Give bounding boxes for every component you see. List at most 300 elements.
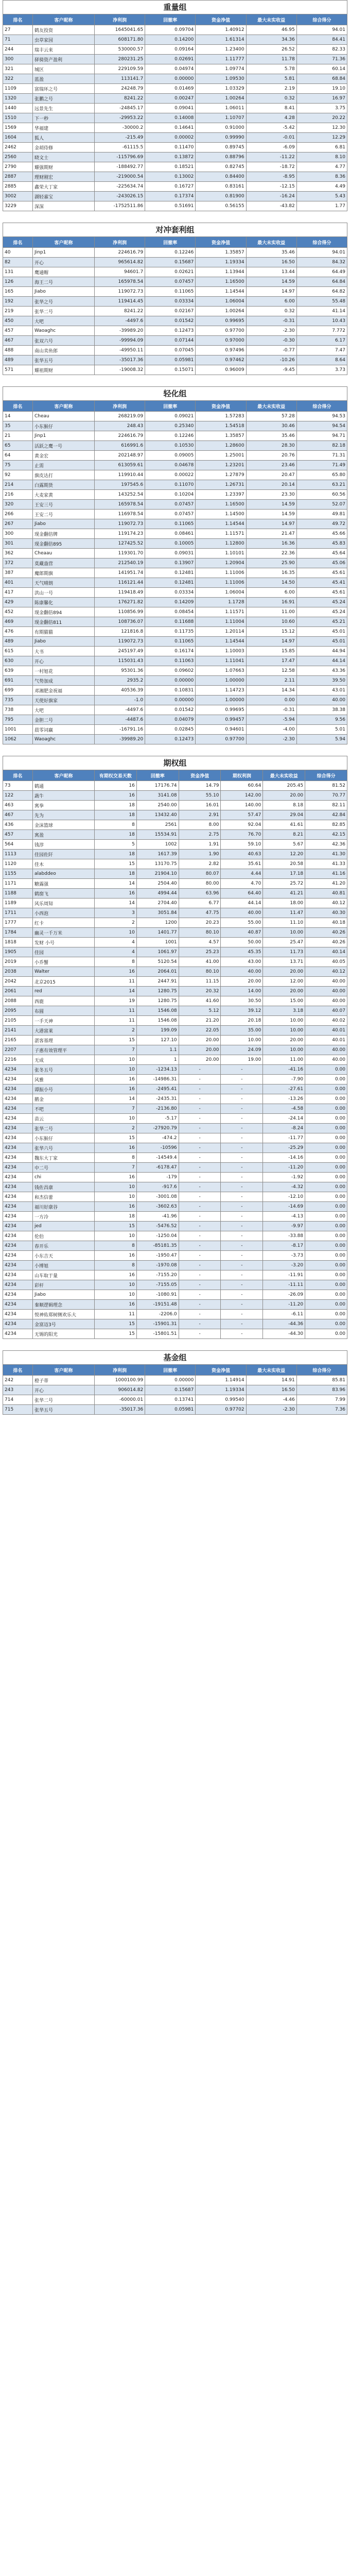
value-cell: 0.17374 [145,192,196,201]
value-cell: 197545.6 [95,480,145,490]
table-row [3,172,347,182]
nickname-cell: 陈康馨化 [33,598,95,607]
value-cell: 84.32 [296,258,347,267]
rank-cell: 300 [3,529,33,539]
value-cell: 11 [95,1016,137,1026]
value-cell: 8 [95,820,137,830]
nickname-cell: 华福建 [33,123,95,133]
value-cell: 0.13002 [145,172,196,182]
value-cell: 3051.84 [136,908,179,918]
value-cell: 20.14 [246,480,296,490]
rank-cell: 738 [3,705,33,715]
value-cell: 119072.73 [95,637,145,647]
rank-cell: 571 [3,365,33,375]
table-row [3,412,347,421]
value-cell: - [179,1329,221,1339]
table-row [3,1310,347,1319]
value-cell: 42.36 [305,840,347,850]
value-cell: 1.11006 [196,568,246,578]
value-cell: -24.14 [263,1114,305,1124]
value-cell: 245197.49 [95,647,145,656]
value-cell: 1280.75 [136,987,179,996]
value-cell: -41.96 [136,1212,179,1222]
table-row [3,1241,347,1251]
value-cell: 0.05981 [145,1405,196,1415]
value-cell: -4.13 [263,1212,305,1222]
value-cell: 1.13944 [196,267,246,277]
value-cell: 16 [95,1300,137,1310]
table-row [3,987,347,996]
value-cell: 45.24 [296,607,347,617]
value-cell: -4.32 [263,1182,305,1192]
table-row [3,421,347,431]
rank-cell: 4234 [3,1212,33,1222]
table-row [3,967,347,977]
value-cell: 0.08461 [145,529,196,539]
value-cell: -11.20 [263,1163,305,1173]
value-cell: 14 [95,899,137,908]
table-row [3,1163,347,1173]
table-row [3,1300,347,1310]
rank-cell: 1784 [3,928,33,938]
nickname-cell: 富瑞环之号 [33,84,95,94]
rank-cell: 4234 [3,1124,33,1133]
value-cell: 1 [136,1055,179,1065]
value-cell: 15534.91 [136,830,179,840]
value-cell: 0.12246 [145,248,196,258]
value-cell: -12.15 [246,182,296,192]
value-cell: 1.35857 [196,431,246,441]
rank-cell: 2105 [3,1016,33,1026]
rank-cell: 4234 [3,1319,33,1329]
column-header: 综合得分 [296,14,347,25]
value-cell: - [179,1075,221,1084]
value-cell: 5.94 [296,735,347,744]
value-cell: - [179,1114,221,1124]
value-cell: - [221,1251,263,1261]
value-cell: 10 [95,1182,137,1192]
table-row [3,258,347,267]
value-cell: 0.00 [305,1222,347,1231]
table-row [3,578,347,588]
value-cell: 0.00 [305,1319,347,1329]
value-cell: -27920.79 [136,1124,179,1133]
value-cell: 0.02691 [145,55,196,64]
nickname-cell: 湖轻嘉宝 [33,192,95,201]
table-row [3,277,347,287]
table-row [3,162,347,172]
table-row [3,558,347,568]
value-cell: -5.42 [246,123,296,133]
value-cell: 40.81 [305,889,347,899]
table-row [3,1016,347,1026]
nickname-cell: 白露期货 [33,480,95,490]
nickname-cell: Waoaghc [33,326,95,336]
value-cell: 34.36 [246,35,296,45]
value-cell: 0.00000 [145,676,196,686]
value-cell: - [179,1202,221,1212]
value-cell: - [179,1124,221,1133]
value-cell: - [221,1065,263,1075]
value-cell: 0.56155 [196,201,246,211]
value-cell: -41.16 [263,1065,305,1075]
value-cell: 3.18 [263,1006,305,1016]
value-cell: 40.00 [221,908,263,918]
value-cell: 11.73 [263,947,305,957]
value-cell: 20.00 [179,1036,221,1045]
rank-cell: 429 [3,598,33,607]
rank-cell: 2216 [3,1055,33,1065]
value-cell: 0.94601 [196,725,246,735]
nickname-cell: 现金翻倍894 [33,607,95,617]
value-cell: 2504.40 [136,879,179,889]
column-header: 资金净值 [196,14,246,25]
value-cell: -14986.31 [136,1075,179,1084]
value-cell: 80.10 [179,967,221,977]
value-cell: -99994.09 [95,336,145,346]
value-cell: -44.36 [263,1319,305,1329]
section-title-light: 轻化组 [3,386,347,400]
nickname-cell: 城区 [33,64,95,74]
value-cell: 2 [95,1026,137,1036]
value-cell: 0.14209 [145,598,196,607]
nickname-cell: 一手天神 [33,1016,95,1026]
value-cell: 16.91 [246,598,296,607]
value-cell: 23.30 [246,490,296,500]
value-cell: 0.25340 [145,421,196,431]
column-header: 综合得分 [296,401,347,412]
value-cell: 0.00 [305,1173,347,1182]
value-cell: 0.97700 [196,326,246,336]
rank-cell: 1440 [3,104,33,113]
nickname-cell: 耀祖期财 [33,365,95,375]
rank-cell: 1905 [3,947,33,957]
value-cell: 30.46 [246,421,296,431]
table-row [3,725,347,735]
rank-cell: 4234 [3,1163,33,1173]
value-cell: 0.07457 [145,277,196,287]
value-cell: 0.07457 [145,510,196,519]
nickname-cell: alabddeo [33,869,95,879]
value-cell: 50.00 [221,938,263,947]
value-cell: 1.23201 [196,461,246,470]
nickname-cell: 先为 [33,810,95,820]
value-cell: - [221,1153,263,1163]
table-row [3,840,347,850]
nickname-cell: 大麦家黄 [33,490,95,500]
value-cell: 1546.08 [136,1016,179,1026]
value-cell: 16 [95,1202,137,1212]
value-cell: -1970.08 [136,1261,179,1270]
value-cell: 0.11070 [145,480,196,490]
value-cell: 0.99540 [196,1395,246,1405]
nickname-cell: 一方冷 [33,1212,95,1222]
value-cell: 40.26 [305,928,347,938]
value-cell: 0.00 [305,1231,347,1241]
value-cell: 0.00 [305,1065,347,1075]
value-cell: 30.50 [221,996,263,1006]
table-row [3,715,347,725]
value-cell: 14 [95,1094,137,1104]
column-header: 综合得分 [305,770,347,781]
section-title-option: 期权组 [3,756,347,770]
rank-cell: 2165 [3,1036,33,1045]
value-cell: 1.14544 [196,287,246,297]
rank-cell: 2061 [3,987,33,996]
value-cell: 45.66 [296,529,347,539]
section-title-heavy: 重量组 [3,0,347,14]
value-cell: -85181.35 [136,1241,179,1251]
value-cell: 7.772 [296,326,347,336]
value-cell: 1.14544 [196,519,246,529]
rank-cell: 715 [3,1405,33,1415]
rank-cell: 82 [3,258,33,267]
value-cell: - [221,1163,263,1173]
nickname-cell: 大港富莱 [33,1026,95,1036]
value-cell: 2.11 [246,676,296,686]
nickname-cell: 魏东大丁家 [33,1153,95,1163]
value-cell: 3.73 [296,365,347,375]
table-row [3,287,347,297]
value-cell: 10.00 [221,1036,263,1045]
table-row [3,182,347,192]
nickname-cell: 理财刚宏 [33,172,95,182]
rank-cell: 65 [3,441,33,451]
table-row [3,977,347,987]
rank-cell: 75 [3,461,33,470]
value-cell: -8.95 [246,172,296,182]
value-cell: 26.52 [246,45,296,55]
value-cell: 1.11571 [196,529,246,539]
nickname-cell: 鹤窗飞 [33,889,95,899]
value-cell: 0.09041 [145,104,196,113]
value-cell: 45.21 [296,617,347,627]
table-row [3,617,347,627]
rank-cell: 2141 [3,1026,33,1036]
value-cell: - [221,1192,263,1202]
value-cell: 11.00 [263,1055,305,1065]
value-cell: 10 [95,1065,137,1075]
value-cell: - [221,1075,263,1084]
nickname-cell: 现金翻倍牌 [33,529,95,539]
value-cell: 0.99695 [196,705,246,715]
value-cell: 1.10003 [196,647,246,656]
value-cell: 43.01 [296,686,347,696]
value-cell: 0.00 [305,1241,347,1251]
value-cell: 2 [95,918,137,928]
value-cell: -3001.08 [136,1192,179,1202]
value-cell: 2540.00 [136,801,179,810]
value-cell: 16.01 [179,801,221,810]
value-cell: 80.00 [179,879,221,889]
table-row [3,470,347,480]
value-cell: 0.00000 [145,1376,196,1385]
value-cell: 40.12 [305,967,347,977]
table-header-row [3,770,347,781]
table-row [3,74,347,84]
rank-cell: 4234 [3,1231,33,1241]
rank-cell: 92 [3,470,33,480]
value-cell: 5120.54 [136,957,179,967]
value-cell: 119910.44 [95,470,145,480]
value-cell: 17176.74 [136,781,179,791]
value-cell: 16.97 [296,94,347,104]
table-row [3,1290,347,1300]
value-cell: 108736.07 [95,617,145,627]
value-cell: 8.36 [296,172,347,182]
value-cell: 1.06004 [196,588,246,598]
nickname-cell: Walter [33,967,95,977]
value-cell: 41.14 [296,307,347,316]
value-cell: 4994.44 [136,889,179,899]
rank-cell: 2207 [3,1045,33,1055]
value-cell: 5.01 [296,725,347,735]
value-cell: -5476.52 [136,1222,179,1231]
value-cell: 1.11004 [196,617,246,627]
value-cell: 80.07 [179,869,221,879]
nickname-cell: 下一秒 [33,113,95,123]
value-cell: 11.10 [263,918,305,928]
value-cell: 22.05 [179,1026,221,1036]
value-cell: - [179,1084,221,1094]
table-row [3,133,347,143]
value-cell: 1.07663 [196,666,246,676]
value-cell: 0.11065 [145,637,196,647]
value-cell: -8.24 [263,1124,305,1133]
nickname-cell: 金胆二号 [33,715,95,725]
value-cell: 44.14 [296,656,347,666]
value-cell: 43.36 [296,666,347,676]
value-cell: 165978.54 [95,277,145,287]
value-cell: 0.51691 [145,201,196,211]
rank-cell: 192 [3,297,33,307]
value-cell: 7.99 [296,1395,347,1405]
table-row [3,316,347,326]
value-cell: 41.61 [263,820,305,830]
column-header: 最大未实收益 [246,237,296,248]
value-cell: -4.58 [263,1104,305,1114]
value-cell: 45.61 [296,588,347,598]
value-cell: 127.10 [136,1036,179,1045]
value-cell: 7.47 [296,346,347,355]
value-cell: 21904.10 [136,869,179,879]
nickname-cell: 张鹏之号 [33,94,95,104]
value-cell: 60.56 [296,490,347,500]
value-cell: - [221,1124,263,1133]
value-cell: 4.49 [296,182,347,192]
nickname-cell: 深深 [33,201,95,211]
value-cell: -6.11 [263,1310,305,1319]
value-cell: 18 [95,850,137,859]
value-cell: 81.52 [305,781,347,791]
value-cell: 1.19334 [196,258,246,267]
value-cell: 10 [95,1114,137,1124]
value-cell: 1.57283 [196,412,246,421]
table-row [3,588,347,598]
table-row [3,201,347,211]
value-cell: 16 [95,967,137,977]
table-row [3,248,347,258]
nickname-cell: 福川好康谷 [33,1202,95,1212]
rank-cell: 301 [3,539,33,549]
value-cell: -4497.6 [95,316,145,326]
value-cell: 0.09164 [145,45,196,55]
table-row [3,1385,347,1395]
value-cell: 0.00 [305,1202,347,1212]
value-cell: -29953.22 [95,113,145,123]
column-header: 综合得分 [296,237,347,248]
column-header: 资金净值 [179,770,221,781]
nickname-cell: 金沫篮球 [33,820,95,830]
rank-cell: 564 [3,840,33,850]
value-cell: 40.14 [305,947,347,957]
value-cell: 1.26731 [196,480,246,490]
value-cell: 1.00000 [196,676,246,686]
value-cell: 24248.79 [95,84,145,94]
table-row [3,1045,347,1055]
value-cell: 2.82 [179,859,221,869]
table-header-row [3,1365,347,1376]
value-cell: - [179,1319,221,1329]
value-cell: 40.12 [305,899,347,908]
table-row [3,307,347,316]
value-cell: 1.1 [136,1045,179,1055]
table-row [3,1036,347,1045]
table-row [3,480,347,490]
value-cell: -44.30 [263,1329,305,1339]
value-cell: -14.16 [263,1153,305,1163]
table-row [3,1133,347,1143]
value-cell: 1.00264 [196,307,246,316]
value-cell: 22.36 [246,549,296,558]
column-header: 资金净值 [196,1365,246,1376]
value-cell: 60.64 [221,781,263,791]
value-cell: 41.21 [263,889,305,899]
value-cell: 0.02845 [145,725,196,735]
value-cell: 40.00 [305,987,347,996]
value-cell: 1280.75 [136,996,179,1006]
value-cell: - [221,1202,263,1212]
rank-cell: 3002 [3,192,33,201]
value-cell: 965614.82 [95,258,145,267]
nickname-cell: 黄金宏 [33,451,95,461]
rank-cell: 417 [3,588,33,598]
value-cell: -2206.0 [136,1310,179,1319]
nickname-cell: 止需 [33,461,95,470]
value-cell: 119072.73 [95,519,145,529]
value-cell: 45.35 [221,947,263,957]
nickname-cell: 一村旭花 [33,666,95,676]
value-cell: 82.85 [305,820,347,830]
value-cell: 116978.54 [95,510,145,519]
value-cell: 8241.22 [95,94,145,104]
nickname-cell: jed [33,1222,95,1231]
value-cell: 113141.7 [95,74,145,84]
value-cell: 18 [95,810,137,820]
nickname-cell: 不吧 [33,1104,95,1114]
value-cell: 1.14544 [196,637,246,647]
value-cell: 45.24 [296,598,347,607]
value-cell: 0.14641 [145,123,196,133]
nickname-cell: 虫草家园 [33,35,95,45]
value-cell: -16.24 [246,192,296,201]
value-cell: 20.00 [221,977,263,987]
value-cell: - [221,1084,263,1094]
value-cell: 1.10707 [196,113,246,123]
value-cell: 0.09021 [145,412,196,421]
nickname-cell: Jiabo [33,1290,95,1300]
value-cell: 68.84 [296,74,347,84]
